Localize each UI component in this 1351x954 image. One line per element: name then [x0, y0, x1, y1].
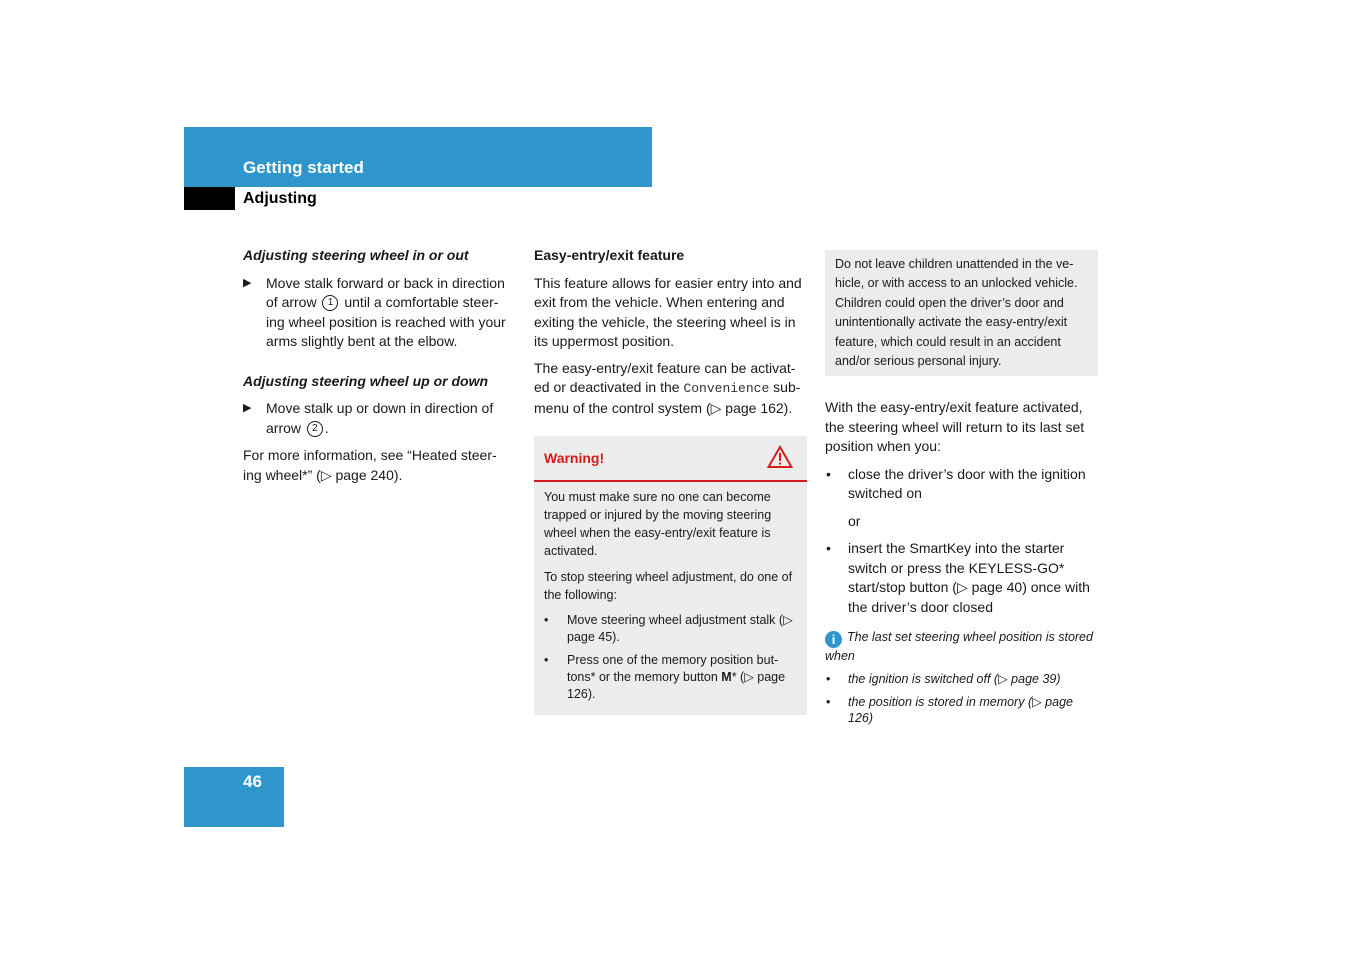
bullet: •: [826, 540, 831, 557]
list-item-text: close the driver’s door with the ignition switched on: [848, 465, 1086, 502]
bullet: •: [826, 694, 831, 709]
warning-box: [534, 436, 807, 715]
step-arrow-icon: ▶: [243, 276, 252, 289]
warning-title: Warning!: [544, 450, 605, 466]
column-left: [243, 246, 515, 492]
heading-easy-entry: Easy-entry/exit feature: [534, 247, 685, 263]
step-text-before: Move stalk forward or back in direction of arrow: [266, 274, 505, 310]
bullet: •: [826, 672, 831, 687]
header-bar: [184, 127, 652, 187]
section-tab-marker: [184, 187, 235, 210]
info-item-text: the ignition is switched off (▷ page 39): [848, 672, 1061, 687]
arrow-1-callout: 1: [322, 295, 338, 311]
step-text-after: .: [324, 419, 329, 436]
list-item: [825, 465, 1098, 504]
column-middle: [534, 246, 807, 715]
warning-item-text: Move steering wheel adjustment stalk (▷ page 45).: [567, 613, 793, 644]
warning-list-item: [544, 612, 797, 646]
activation-text-before: The easy-entry/exit feature can be activat-ed or deactivated in the: [534, 359, 796, 395]
heading-up-down: Adjusting steering wheel up or down: [243, 372, 489, 389]
list-item-text: insert the SmartKey into the starter switch or press the KEYLESS-GO* start/stop button (▷ page 40) once with the driver’s door closed: [848, 540, 1090, 615]
return-position-text: With the easy-entry/exit feature activated, the steering wheel will return to its last set position when you:: [825, 399, 1085, 455]
info-list-item: [825, 694, 1098, 727]
page-number: 46: [243, 772, 262, 791]
bullet: •: [826, 465, 831, 482]
step-up-down: [243, 399, 515, 438]
step-in-out: [243, 274, 515, 352]
warning-triangle-icon: [767, 445, 793, 475]
heading-in-out: Adjusting steering wheel in or out: [243, 247, 469, 263]
warning-item-text: Press one of the memory position but-tons* or the memory button: [567, 653, 779, 684]
step-text-after: until a comfortable steer-ing wheel position is reached with your arms slightly bent at the elbow.: [266, 294, 506, 349]
info-icon: i: [825, 631, 842, 648]
bullet: •: [544, 613, 549, 627]
children-warning-note: Do not leave children unattended in the ve-hicle, or with access to an unlocked vehicle. Children could open the driver’s door and unintentionally activate the easy-entry/exit feature, which could result in an accident and/or serious personal injury.: [825, 250, 1098, 376]
activation-text-after: sub-menu of the control system (▷ page 162).: [534, 379, 801, 416]
info-text: The last set steering wheel position is stored when: [825, 630, 1093, 664]
bullet: •: [544, 653, 549, 667]
easy-entry-activation: [534, 359, 807, 419]
info-list-item: [825, 671, 1098, 688]
warning-list-item: [544, 652, 797, 703]
step-text-before: Move stalk up or down in direction of arrow: [266, 400, 494, 436]
arrow-2-callout: 2: [307, 421, 323, 437]
easy-entry-description: This feature allows for easier entry into and exit from the vehicle. When entering and exiting the vehicle, the steering wheel is in its uppermost position.: [534, 274, 802, 349]
info-item-text: the position is stored in memory (▷ page 126): [848, 694, 1073, 726]
section-title: Getting started: [243, 158, 364, 177]
or-text: or: [848, 512, 861, 529]
page-number-box: [184, 767, 284, 827]
warning-paragraph-2: To stop steering wheel adjustment, do one of the following:: [544, 570, 793, 602]
column-right: [825, 250, 1098, 727]
step-arrow-icon: ▶: [243, 402, 252, 414]
warning-paragraph-1: You must make sure no one can become trapped or injured by the moving steering wheel when the easy-entry/exit feature is activated.: [544, 490, 772, 558]
warning-body: [534, 482, 807, 715]
more-info-text: For more information, see “Heated steer-ing wheel*” (▷ page 240).: [243, 447, 497, 483]
info-note: [825, 629, 1098, 665]
warning-item-text-after: * (▷ page 126).: [567, 670, 786, 701]
list-item: [825, 539, 1098, 617]
warning-header: [534, 436, 807, 482]
convenience-menu-label: Convenience: [683, 381, 770, 396]
memory-button-label: M: [721, 670, 732, 684]
subsection-title: Adjusting: [243, 190, 317, 207]
